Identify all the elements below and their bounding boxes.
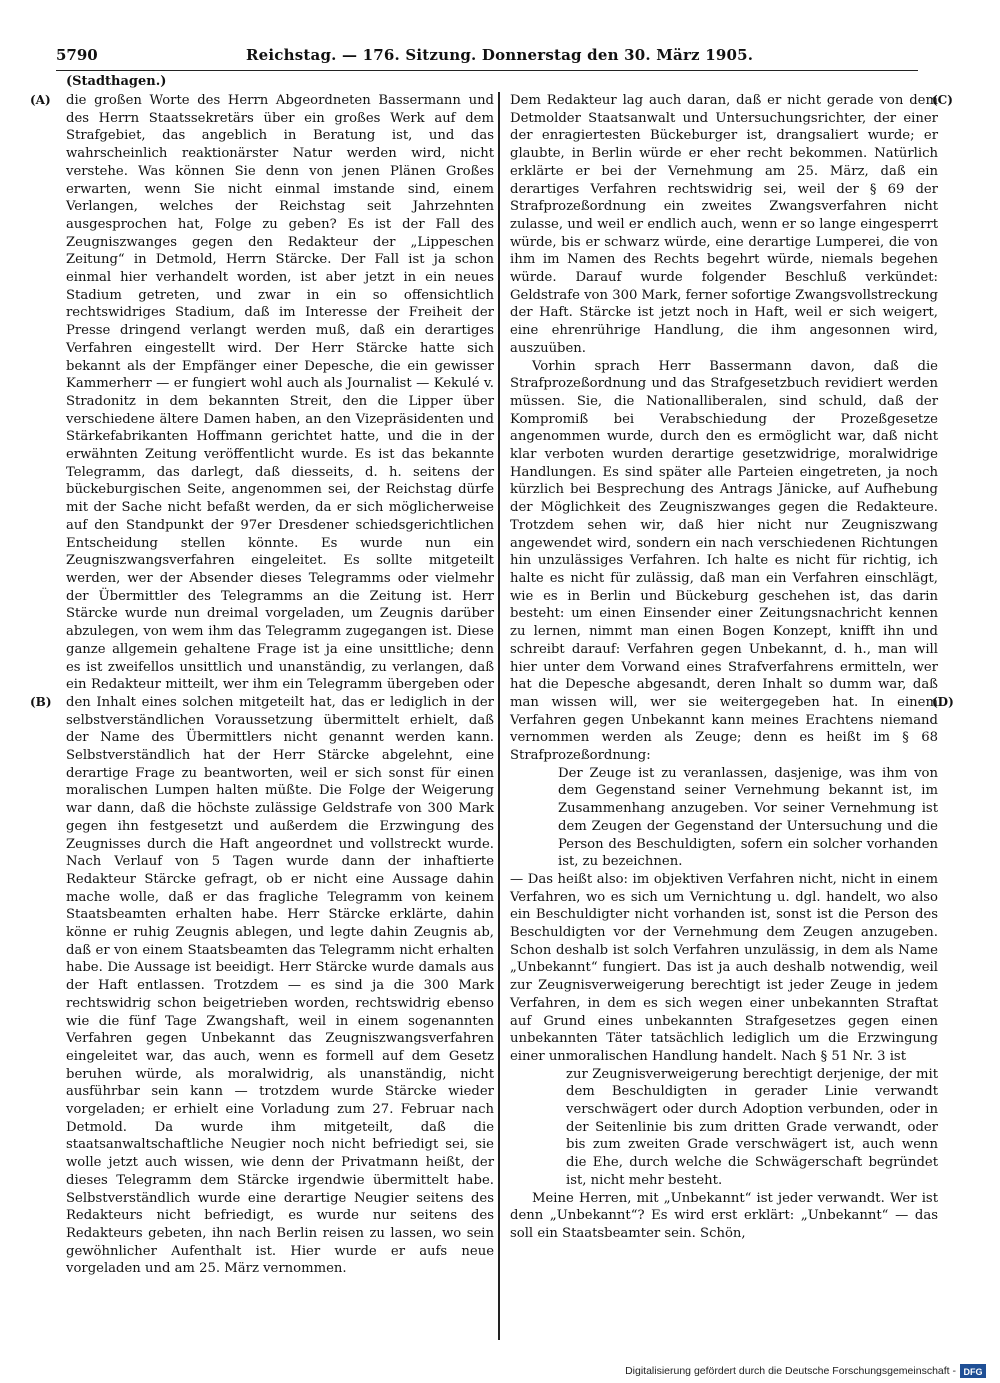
paragraph: Dem Redakteur lag auch daran, daß er nicht gerade von dem Detmolder Staatsanwalt und Untersuchungsrichter, der einer der enragiertesten Bückeburger ist, drangsaliert wurde; er glaubte, in Berlin würde er eher recht bekommen. Natürlich erklärte er bei der Vernehmung am 25. März, daß ein derartiges Verfahren rechtswidrig sei, weil der § 69 der Strafprozeßordnung ein zweites Zwangsverfahren nicht zulasse, und weil er endlich auch, wenn er so lange eingesperrt würde, bis er schwarz würde, eine derartige Lumperei, die von ihm im Namen des Rechts begehrt würde, niemals begehen würde. Darauf wurde folgender Beschluß verkündet: Geldstrafe von 300 Mark, ferner sofortige Zwangsvollstreckung der Haft. Stärcke ist jetzt noch in Haft, weil er sich weigert, eine ehrenrührige Handlung, die ihm angesonnen wird, auszuüben. bbox=[510, 93, 938, 356]
page-number: 5790 bbox=[56, 46, 98, 64]
right-column bbox=[510, 92, 938, 1243]
speaker-name: (Stadthagen.) bbox=[66, 74, 167, 89]
page-header bbox=[56, 46, 918, 70]
left-column bbox=[66, 92, 494, 1278]
svg-text:DFG: DFG bbox=[963, 1367, 983, 1377]
page-footer bbox=[590, 1364, 986, 1380]
block-quote: zur Zeugnisverweigerung berechtigt derjenige, der mit dem Beschuldigten in gerader Linie verwandt verschwägert oder durch Adoption verbunden, oder in der Seitenlinie bis zum dritten Grade verwandt, oder bis zum zweiten Grade verschwägert ist, auch wenn die Ehe, durch welche die Schwägerschaft begründet ist, nicht mehr besteht. bbox=[566, 1066, 938, 1188]
footer-credit: Digitalisierung gefördert durch die Deutsche Forschungsgemeinschaft - bbox=[625, 1365, 956, 1377]
column-divider bbox=[498, 92, 500, 1340]
margin-marker-d: (D) bbox=[932, 695, 954, 709]
running-head: Reichstag. — 176. Sitzung. Donnerstag den 30. März 1905. bbox=[246, 46, 754, 64]
paragraph: — Das heißt also: im objektiven Verfahren nicht, nicht in einem Verfahren, wo es sich um Vernichtung u. dgl. handelt, wo also ein Beschuldigter nicht vorhanden ist, sonst ist die Person des Beschuldigten vor der Vernehmung dem Zeugen anzugeben. Schon deshalb ist solch Verfahren unzulässig, in dem als Name „Unbekannt“ fungiert. Das ist ja auch deshalb notwendig, weil zur Zeugnisverweigerung berechtigt ist jeder Zeuge in jedem Verfahren, in dem es sich wegen einer unbekannten Straftat auf Grund eines unbekannten Strafgesetzes gegen einen unbekannten Täter tatsächlich lediglich um die Erzwingung einer unmoralischen Handlung handelt. Nach § 51 Nr. 3 ist bbox=[510, 871, 938, 1064]
margin-marker-c: (C) bbox=[932, 93, 953, 107]
margin-marker-a: (A) bbox=[30, 93, 51, 107]
paragraph: Vorhin sprach Herr Bassermann davon, daß die Strafprozeßordnung und das Strafgesetzbuch revidiert werden müssen. Sie, die Nationalliberalen, sind schuld, daß der Kompromiß bei Verabschiedung der Prozeßgesetze angenommen wurde, durch den es ermöglicht war, daß nicht klar verboten wurden derartige gesetzwidrige, moralwidrige Handlungen. Es sind später alle Parteien eingetreten, ja noch kürzlich bei Besprechung des Antrags Jänicke, auf Aufhebung der Möglichkeit des Zeugniszwanges gegen die Redakteure. Trotzdem sehen wir, daß hier nicht nur Zeugniszwang angewendet wird, sondern ein nach verschiedenen Richtungen hin unzulässiges Verfahren. Ich halte es nicht für richtig, ich halte es nicht für zulässig, daß man ein Verfahren einschlägt, wie es in Berlin und Bückeburg geschehen ist, das darin besteht: um einen Einsender einer Zeitungsnachricht kennen zu lernen, nimmt man einen Bogen Konzept, knifft ihn und schreibt darauf: Verfahren gegen Unbekannt, d. h., man will hier unter dem Vorwand eines Strafverfahrens ermitteln, wer hat die Depesche abgesandt, deren Inhalt so dumm war, daß man wissen will, wer sie weitergegeben hat. In einem Verfahren gegen Unbekannt kann meines Erachtens niemand vernommen werden als Zeuge; denn es heißt im § 68 Strafprozeßordnung: bbox=[510, 358, 938, 764]
header-rule bbox=[56, 70, 918, 71]
block-quote: Der Zeuge ist zu veranlassen, dasjenige, was ihm von dem Gegenstand seiner Vernehmung bekannt ist, im Zusammenhang anzugeben. Vor seiner Vernehmung ist dem Zeugen der Gegenstand der Untersuchung und die Person des Beschuldigten, sofern ein solcher vorhanden ist, zu bezeichnen. bbox=[558, 765, 938, 870]
dfg-logo-icon bbox=[960, 1364, 986, 1378]
margin-marker-b: (B) bbox=[30, 695, 52, 709]
paragraph: Meine Herren, mit „Unbekannt“ ist jeder verwandt. Wer ist denn „Unbekannt“? Es wird erst erklärt: „Unbekannt“ — das soll ein Staatsbeamter sein. Schön, bbox=[510, 1190, 938, 1241]
paragraph: die großen Worte des Herrn Abgeordneten Bassermann und des Herrn Staatssekretärs über ein großes Werk auf dem Strafgebiet, das angeblich in Beratung ist, und das wahrscheinlich reaktionärster Natur werden wird, nicht verstehe. Was können Sie denn von jenen Plänen Großes erwarten, wenn Sie nicht einmal imstande sind, einem Verlangen, welches der Reichstag seit Jahrzehnten ausgesprochen hat, Folge zu geben? Es ist der Fall des Zeugniszwanges gegen den Redakteur der „Lippeschen Zeitung“ in Detmold, Herrn Stärcke. Der Fall ist ja schon einmal hier verhandelt worden, ist aber jetzt in ein neues Stadium getreten, und zwar in ein so offensichtlich rechtswidriges Stadium, daß im Interesse der Freiheit der Presse dringend verlangt werden muß, daß ein derartiges Verfahren eingestellt wird. Der Herr Stärcke hatte sich bekannt als der Empfänger einer Depesche, die ein gewisser Kammerherr — er fungiert wohl auch als Journalist — Kekulé v. Stradonitz in dem bekannten Streit, den die Lipper über verschiedene ältere Damen haben, an den Vizepräsidenten und Stärkefabrikanten Hoffmann gerichtet hatte, und die in der erwähnten Zeitung veröffentlicht wurde. Es ist das bekannte Telegramm, das darlegt, daß diesseits, d. h. seitens der bückeburgischen Seite, angenommen sei, der Reichstag dürfe mit der Sache nicht befaßt werden, da er sich möglicherweise auf den Standpunkt der 97er Dresdener schiedsgerichtlichen Entscheidung stellen könnte. Es wurde nun ein Zeugniszwangsverfahren eingeleitet. Es sollte mitgeteilt werden, wer der Absender dieses Telegramms oder vielmehr der Übermittler des Telegramms an die Zeitung ist. Herr Stärcke wurde nun dreimal vorgeladen, um Zeugnis darüber abzulegen, von wem ihm das Telegramm zugegangen ist. Diese ganze allgemein gehaltene Frage ist ja eine unsittliche; denn es ist zweifellos unsittlich und unanständig, zu verlangen, daß ein Redakteur mitteilt, wer ihm ein Telegramm übergeben oder den Inhalt eines solchen mitgeteilt hat, das er lediglich in der selbstverständlichen Voraussetzung übermittelt erhielt, daß der Name des Übermittlers nicht genannt werden kann. Selbstverständlich hat der Herr Stärcke abgelehnt, eine derartige Frage zu beantworten, weil er sich sonst für einen moralischen Lumpen halten müßte. Die Folge der Weigerung war dann, daß die höchste zulässige Geldstrafe von 300 Mark gegen ihn festgesetzt und außerdem die Erzwingung des Zeugnisses durch die Haft angeordnet und vollstreckt wurde. Nach Verlauf von 5 Tagen wurde dann der inhaftierte Redakteur Stärcke gefragt, ob er nicht eine Aussage dahin mache wolle, daß er das fragliche Telegramm von keinem Staatsbeamten erhalten habe. Herr Stärcke erklärte, dahin könne er ruhig Zeugnis ablegen, und legte dahin Zeugnis ab, daß er von einem Staatsbeamten das Telegramm nicht erhalten habe. Die Aussage ist beeidigt. Herr Stärcke wurde damals aus der Haft entlassen. Trotzdem — es sind ja die 300 Mark rechtswidrig schon beigetrieben worden, rechtswidrig ebenso wie die fünf Tage Zwangshaft, weil in einem sogenannten Verfahren gegen Unbekannt das Zeugniszwangsverfahren eingeleitet war, das auch, wenn es formell auf dem Gesetz beruhen würde, als moralwidrig, als unanständig, nicht ausführbar sein kann — trotzdem wurde Stärcke wieder vorgeladen; er erhielt eine Vorladung zum 27. Februar nach Detmold. Da wurde ihm mitgeteilt, daß die staatsanwaltschaftliche Neugier noch nicht befriedigt sei, sie wolle jetzt auch wissen, wie denn der Privatmann heißt, der dieses Telegramm dem Stärcke irgendwie übermittelt habe. Selbstverständlich wurde eine derartige Neugier seitens des Redakteurs nicht befriedigt, es wurde nur seitens des Redakteurs gebeten, ihn nach Berlin reisen zu lassen, wo sein gewöhnlicher Aufenthalt ist. Hier wurde er aufs neue vorgeladen und am 25. März vernommen. bbox=[66, 93, 494, 1277]
